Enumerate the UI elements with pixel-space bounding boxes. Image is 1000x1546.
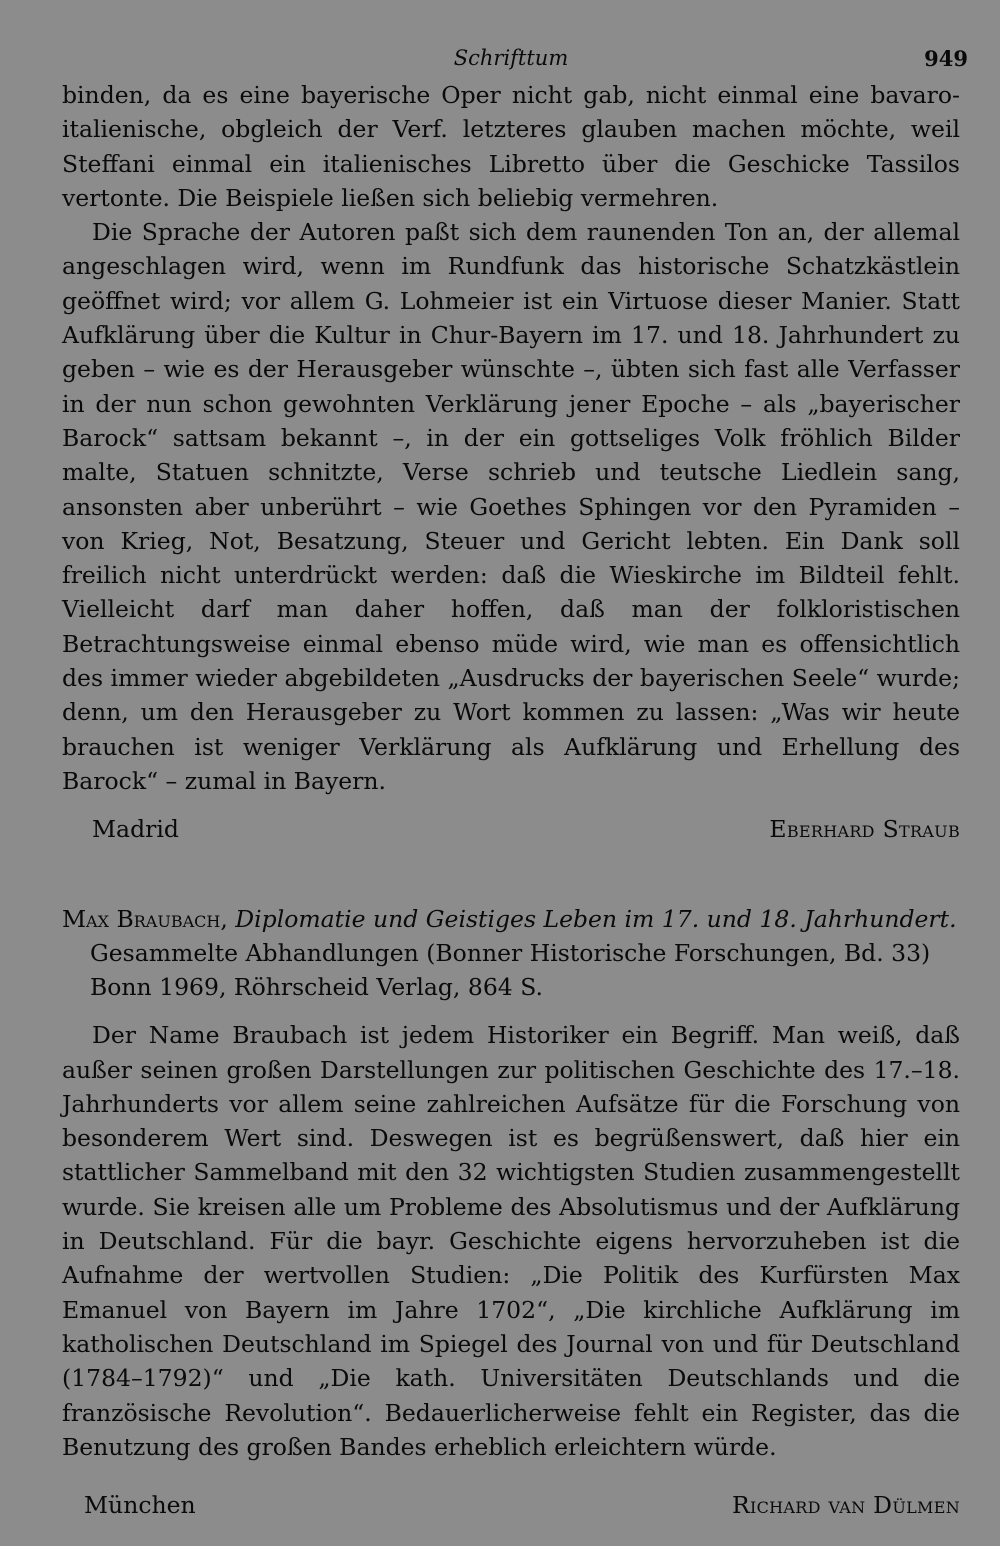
running-title: Schrifttum [453, 46, 569, 70]
page-header [62, 42, 968, 78]
book-author: Max Braubach, [62, 905, 228, 934]
review-place: Madrid [92, 815, 179, 844]
review-signoff [62, 1488, 960, 1522]
review-straub [62, 78, 960, 846]
page-number: 949 [924, 46, 968, 71]
book-title: Diplomatie und Geistiges Leben im 17. und 18. Jahrhundert. [235, 905, 957, 934]
review-signoff [62, 812, 960, 846]
book-publication-details: Bonn 1969, Röhrscheid Verlag, 864 S. [90, 973, 543, 1002]
review-paragraph: Die Sprache der Autoren paßt sich dem raunenden Ton an, der allemal angeschlagen wird, wenn im Rundfunk das historische Schatzkästlein geöffnet wird; vor allem G. Lohmeier ist ein Virtuose dieser Manier. Statt Aufklärung über die Kultur in Chur-Bayern im 17. und 18. Jahrhundert zu geben – wie es der Herausgeber wünschte –, übten sich fast alle Verfasser in der nun schon gewohnten Verklärung jener Epoche – als „bayerischer Barock“ sattsam bekannt –, in der ein gottseliges Volk fröhlich Bilder malte, Statuen schnitzte, Verse schrieb und teutsche Liedlein sang, ansonsten aber unberührt – wie Goethes Sphingen vor den Pyramiden – von Krieg, Not, Besatzung, Steuer und Gericht lebten. Ein Dank soll freilich nicht unterdrückt werden: daß die Wieskirche im Bildteil fehlt. Vielleicht darf man daher hoffen, daß man der folkloristischen Betrachtungsweise einmal ebenso müde wird, wie man es offensichtlich des immer wieder abgebildeten „Ausdrucks der bayerischen Seele“ wurde; denn, um den Herausgeber zu Wort kommen zu lassen: „Was wir heute brauchen ist weniger Verklärung als Aufklärung und Erhellung des Barock“ – zumal in Bayern. [62, 218, 960, 795]
review-dulmen [62, 902, 960, 1522]
journal-page [62, 42, 968, 1522]
review-place: München [84, 1491, 196, 1520]
review-paragraph: Der Name Braubach ist jedem Historiker ein Begriff. Man weiß, daß außer seinen großen Darstellungen zur politischen Geschichte des 17.–18. Jahrhunderts vor allem seine zahlreichen Aufsätze für die Forschung von besonderem Wert sind. Deswegen ist es begrüßenswert, daß hier ein stattlicher Sammelband mit den 32 wichtigsten Studien zusammengestellt wurde. Sie kreisen alle um Probleme des Absolutismus und der Aufklärung in Deutschland. Für die bayr. Geschichte eigens hervorzuheben ist die Aufnahme der wertvollen Studien: „Die Politik des Kurfürsten Max Emanuel von Bayern im Jahre 1702“, „Die kirchliche Aufklärung im katholischen Deutschland im Spiegel des Journal von und für Deutschland (1784–1792)“ und „Die kath. Universitäten Deutschlands und die französische Revolution“. Bedauerlicherweise fehlt ein Register, das die Benutzung des großen Bandes erheblich erleichtern würde. [62, 1021, 960, 1461]
book-citation-line [62, 902, 960, 936]
reviewer-name: Eberhard Straub [769, 815, 960, 844]
review-paragraph-continued: binden, da es eine bayerische Oper nicht gab, nicht einmal eine bavaro-italienische, obgleich der Verf. letzteres glauben machen möchte, weil Steffani einmal ein italienisches Libretto über die Geschicke Tassilos vertonte. Die Beispiele ließen sich beliebig vermehren. [62, 81, 960, 212]
reviewer-name: Richard van Dülmen [731, 1491, 960, 1520]
book-series-details: Gesammelte Abhandlungen (Bonner Historische Forschungen, Bd. 33) [90, 939, 931, 968]
